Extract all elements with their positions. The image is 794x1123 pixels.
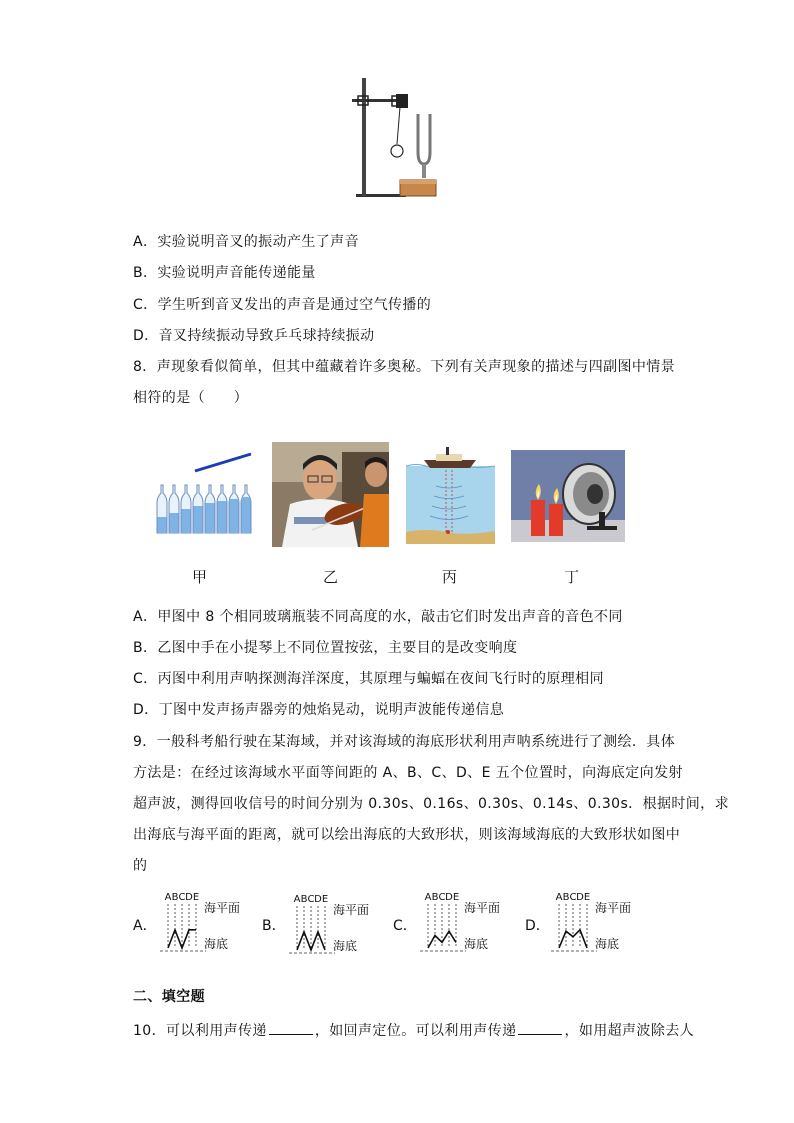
bottle <box>241 485 251 533</box>
bottle <box>169 485 179 533</box>
q7-option-a: A．实验说明音叉的振动产生了声音 <box>133 234 359 250</box>
point-label: E <box>192 892 200 903</box>
seabed-diagram-a <box>158 888 258 956</box>
sea-floor-label: 海底 <box>464 937 489 951</box>
point-label: A <box>293 894 301 905</box>
q9-option-c-label: C． <box>393 918 417 934</box>
sea-surface-label: 海平面 <box>333 903 370 917</box>
q9-stem-line4: 出海底与海平面的距离，就可以绘出海底的大致形状，则该海域海底的大致形状如图中 <box>133 827 681 843</box>
q8-option-d: D．丁图中发声扬声器旁的烛焰晃动，说明声波能传递信息 <box>133 702 505 718</box>
seabed-diagram-b <box>287 890 387 958</box>
point-label: C <box>178 892 186 903</box>
q7-option-d: D．音叉持续振动导致乒乓球持续振动 <box>133 328 375 344</box>
point-label: C <box>569 892 577 903</box>
q10-line <box>133 1020 694 1041</box>
point-label: E <box>583 892 591 903</box>
q8-stem-line2: 相符的是（ ） <box>133 390 249 406</box>
q8-stem-line1: 8．声现象看似简单，但其中蕴藏着许多奥秘。下列有关声现象的描述与四副图中情景 <box>133 359 676 375</box>
sea-floor-label: 海底 <box>204 937 229 951</box>
point-label: D <box>576 892 584 903</box>
sonar-ship-picture <box>406 446 495 544</box>
q7-option-c: C．学生听到音叉发出的声音是通过空气传播的 <box>133 297 432 313</box>
q9-stem-line2: 方法是：在经过该海域水平面等间距的 A、B、C、D、E 五个位置时，向海底定向发射 <box>133 765 683 781</box>
point-label: D <box>314 894 322 905</box>
bottle <box>193 485 203 533</box>
q10-blank-2[interactable] <box>518 1020 562 1035</box>
q8-option-c: C．丙图中利用声呐探测海洋深度，其原理与蝙蝠在夜间飞行时的原理相同 <box>133 671 604 687</box>
q9-option-b-label: B． <box>262 918 286 934</box>
section-title: 二、填空题 <box>133 989 205 1005</box>
point-label: A <box>164 892 172 903</box>
bottle <box>181 485 191 533</box>
point-label: A <box>424 892 432 903</box>
caption-bing: 丙 <box>442 568 458 586</box>
q10-part1: 10．可以利用声传递 <box>133 1023 267 1039</box>
point-label: B <box>431 892 439 903</box>
point-label: D <box>445 892 453 903</box>
q9-stem-line3: 超声波，测得回收信号的时间分别为 0.30s、0.16s、0.30s、0.14s、0.30s．根据时间，求 <box>133 796 729 812</box>
q8-option-b: B．乙图中手在小提琴上不同位置按弦，主要目的是改变响度 <box>133 640 518 656</box>
caption-ding: 丁 <box>564 568 580 586</box>
q9-option-a-label: A． <box>133 918 157 934</box>
bottle <box>229 485 239 533</box>
seabed-diagram-c <box>418 888 518 956</box>
sea-floor-label: 海底 <box>595 937 620 951</box>
point-label: B <box>171 892 179 903</box>
q8-option-a: A．甲图中 8 个相同玻璃瓶装不同高度的水，敲击它们时发出声音的音色不同 <box>133 609 623 625</box>
point-label: C <box>307 894 315 905</box>
bottle <box>205 485 215 533</box>
q9-option-d-label: D． <box>525 918 550 934</box>
q9-stem-line1: 9．一般科考船行驶在某海域，并对该海域的海底形状利用声呐系统进行了测绘．具体 <box>133 734 676 750</box>
candle-speaker-photo <box>511 450 625 542</box>
bottle <box>157 485 167 533</box>
q10-blank-1[interactable] <box>269 1020 313 1035</box>
sea-surface-label: 海平面 <box>204 901 241 915</box>
q9-stem-line5: 的 <box>133 858 148 874</box>
point-label: A <box>555 892 563 903</box>
bottle <box>217 485 227 533</box>
point-label: E <box>452 892 460 903</box>
caption-yi: 乙 <box>323 568 339 586</box>
tuning-fork-apparatus-figure <box>340 74 445 206</box>
point-label: E <box>321 894 329 905</box>
seabed-diagram-d <box>549 888 649 956</box>
point-label: B <box>300 894 308 905</box>
q10-part2: ，如回声定位。可以利用声传递 <box>314 1023 517 1039</box>
point-label: C <box>438 892 446 903</box>
point-label: B <box>562 892 570 903</box>
sea-floor-label: 海底 <box>333 939 358 953</box>
sea-surface-label: 海平面 <box>595 901 632 915</box>
caption-jia: 甲 <box>192 568 208 586</box>
q7-option-b: B．实验说明声音能传递能量 <box>133 265 316 281</box>
q10-part3: ，如用超声波除去人 <box>564 1023 695 1039</box>
bottles-picture <box>155 451 255 537</box>
point-label: D <box>185 892 193 903</box>
sea-surface-label: 海平面 <box>464 901 501 915</box>
violin-photo <box>272 442 389 547</box>
